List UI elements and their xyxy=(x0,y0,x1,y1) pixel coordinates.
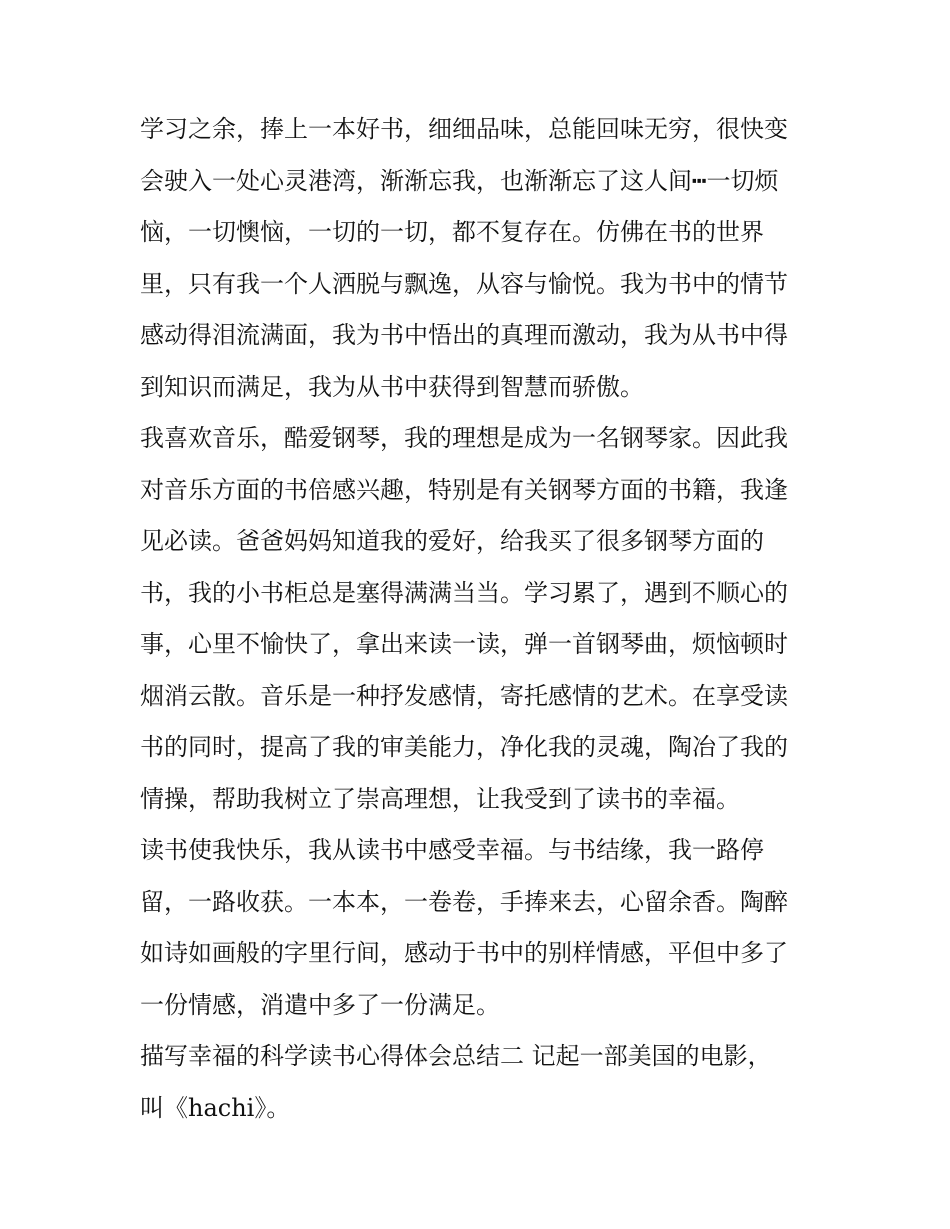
text-line: 一份情感，消遣中多了一份满足。 xyxy=(140,990,500,1019)
text-line: 对音乐方面的书倍感兴趣，特别是有关钢琴方面的书籍，我逢 xyxy=(140,475,788,504)
text-line: 书的同时，提高了我的审美能力，净化我的灵魂，陶冶了我的 xyxy=(140,733,788,761)
text-line: 会驶入一处心灵港湾，渐渐忘我，也渐渐忘了这人间┅一切烦 xyxy=(140,166,779,195)
text-line: 留，一路收获。一本本，一卷卷，手捧来去，心留余香。陶醉 xyxy=(140,887,788,916)
text-line: 叫《hachi》。 xyxy=(140,1093,291,1122)
text-line: 恼，一切懊恼，一切的一切，都不复存在。仿佛在书的世界 xyxy=(140,218,764,246)
text-line: 里，只有我一个人洒脱与飘逸，从容与愉悦。我为书中的情节 xyxy=(140,269,788,298)
text-line: 描写幸福的科学读书心得体会总结二 记起一部美国的电影， xyxy=(140,1042,772,1070)
text-line: 见必读。爸爸妈妈知道我的爱好，给我买了很多钢琴方面的 xyxy=(140,527,764,555)
text-line: 情操，帮助我树立了崇高理想，让我受到了读书的幸福。 xyxy=(140,784,740,813)
text-line: 烟消云散。音乐是一种抒发感情，寄托感情的艺术。在享受读 xyxy=(140,681,788,710)
text-line: 事，心里不愉快了，拿出来读一读，弹一首钢琴曲，烦恼顿时 xyxy=(140,630,788,658)
document-body xyxy=(140,104,820,1134)
text-line: 学习之余，捧上一本好书，细细品味，总能回味无穷，很快变 xyxy=(140,115,788,143)
text-line: 到知识而满足，我为从书中获得到智慧而骄傲。 xyxy=(140,372,644,401)
text-line: 如诗如画般的字里行间，感动于书中的别样情感，平但中多了 xyxy=(140,939,788,967)
text-line: 我喜欢音乐，酷爱钢琴，我的理想是成为一名钢琴家。因此我 xyxy=(140,424,788,452)
text-line: 书，我的小书柜总是塞得满满当当。学习累了，遇到不顺心的 xyxy=(140,578,788,607)
text-line: 读书使我快乐，我从读书中感受幸福。与书结缘，我一路停 xyxy=(140,836,764,864)
text-line: 感动得泪流满面，我为书中悟出的真理而激动，我为从书中得 xyxy=(140,321,788,349)
